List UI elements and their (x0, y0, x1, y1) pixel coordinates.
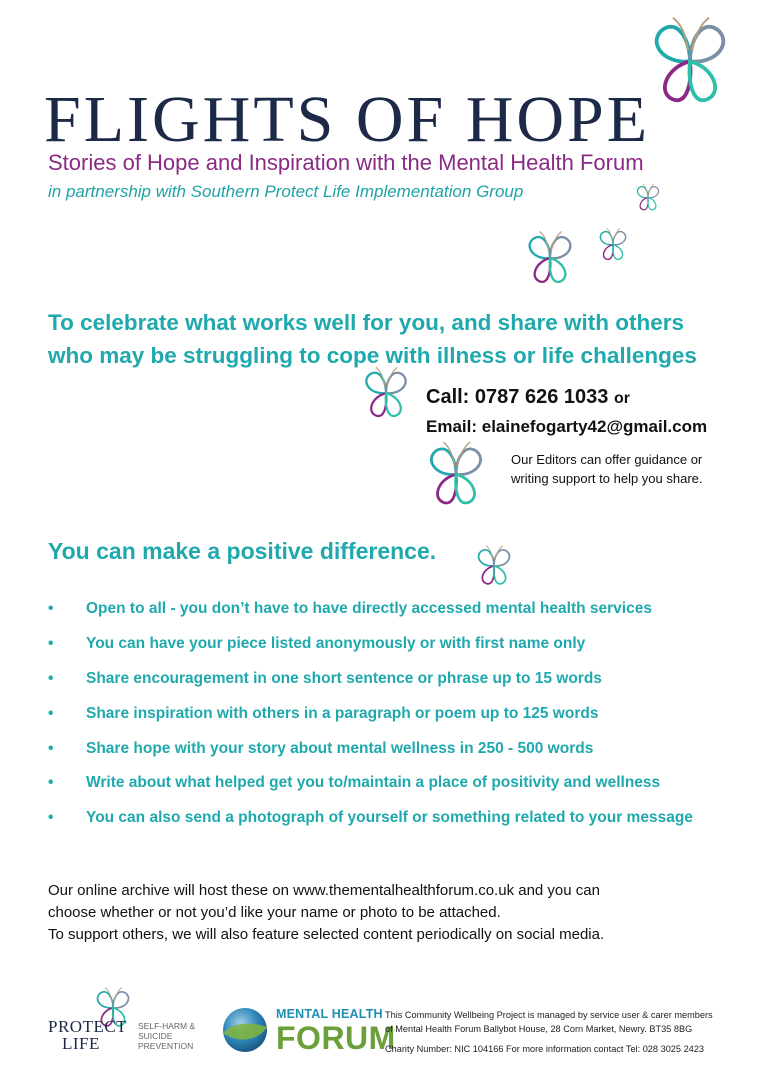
list-item: • You can also send a photograph of yourself or something related to your message (48, 805, 693, 840)
butterfly-icon (520, 228, 580, 286)
butterfly-icon (594, 226, 632, 262)
bullet-icon: • (48, 600, 54, 617)
bullet-icon: • (48, 739, 54, 757)
archive-line-3: To support others, we will also feature selected content periodically on social media. (48, 926, 605, 943)
subtitle: Stories of Hope and Inspiration with the Mental Health Forum (48, 150, 644, 175)
archive-info (48, 880, 728, 946)
poster-title: FLIGHTS OF HOPE (44, 83, 651, 156)
butterfly-icon (640, 12, 740, 107)
butterfly-icon (420, 438, 492, 508)
archive-line-1: Our online archive will host these on www.thementalhealthforum.co.uk and you can (48, 882, 600, 899)
archive-line-2: choose whether or not you’d like your name or photo to be attached. (48, 904, 501, 921)
bullet-icon: • (48, 704, 54, 722)
list-item: • Open to all - you don’t have to have directly accessed mental health services (48, 596, 693, 631)
footer-info: This Community Wellbeing Project is managed by service user & carer members of Mental Health Forum Ballybot House, 28 Corn Market, Newry. BT35 8BG Charity Number: NIC 104166 For more information contact Tel: 028 3025 2423 (385, 1010, 713, 1054)
phone-label[interactable]: Call: 0787 626 1033 (426, 386, 609, 408)
bullet-icon: • (48, 809, 54, 827)
bullet-icon: • (48, 669, 54, 687)
editors-note: Our Editors can offer guidance or writing support to help you share. (511, 452, 703, 486)
phone-contact[interactable] (426, 386, 630, 409)
bullet-icon: • (48, 774, 54, 792)
email-contact[interactable]: Email: elainefogarty42@gmail.com (426, 417, 708, 436)
butterfly-icon (358, 364, 414, 420)
intro-line-1: To celebrate what works well for you, and share with others (48, 310, 684, 335)
intro-statement (48, 306, 697, 372)
list-item: • Share hope with your story about mental wellness in 250 - 500 words (48, 736, 693, 771)
list-item: • Share inspiration with others in a paragraph or poem up to 125 words (48, 701, 693, 736)
partnership-line: in partnership with Southern Protect Life Implementation Group (48, 182, 524, 201)
or-text: or (613, 390, 630, 407)
difference-heading: You can make a positive difference. (48, 538, 437, 564)
list-item: • Share encouragement in one short sentence or phrase up to 15 words (48, 666, 693, 701)
butterfly-icon (470, 543, 518, 587)
guidelines-list (48, 596, 693, 840)
intro-line-2: who may be struggling to cope with illness or life challenges (48, 343, 697, 368)
list-item: • You can have your piece listed anonymously or with first name only (48, 631, 693, 666)
list-item: • Write about what helped get you to/maintain a place of positivity and wellness (48, 770, 693, 805)
protect-life-logo: PROTECT LIFE SELF-HARM & SUICIDE PREVENTION (48, 985, 208, 1055)
mental-health-forum-logo: MENTAL HEALTH FORUM (220, 1005, 370, 1055)
bullet-icon: • (48, 634, 54, 652)
globe-icon (220, 1005, 270, 1055)
butterfly-icon (632, 182, 664, 212)
